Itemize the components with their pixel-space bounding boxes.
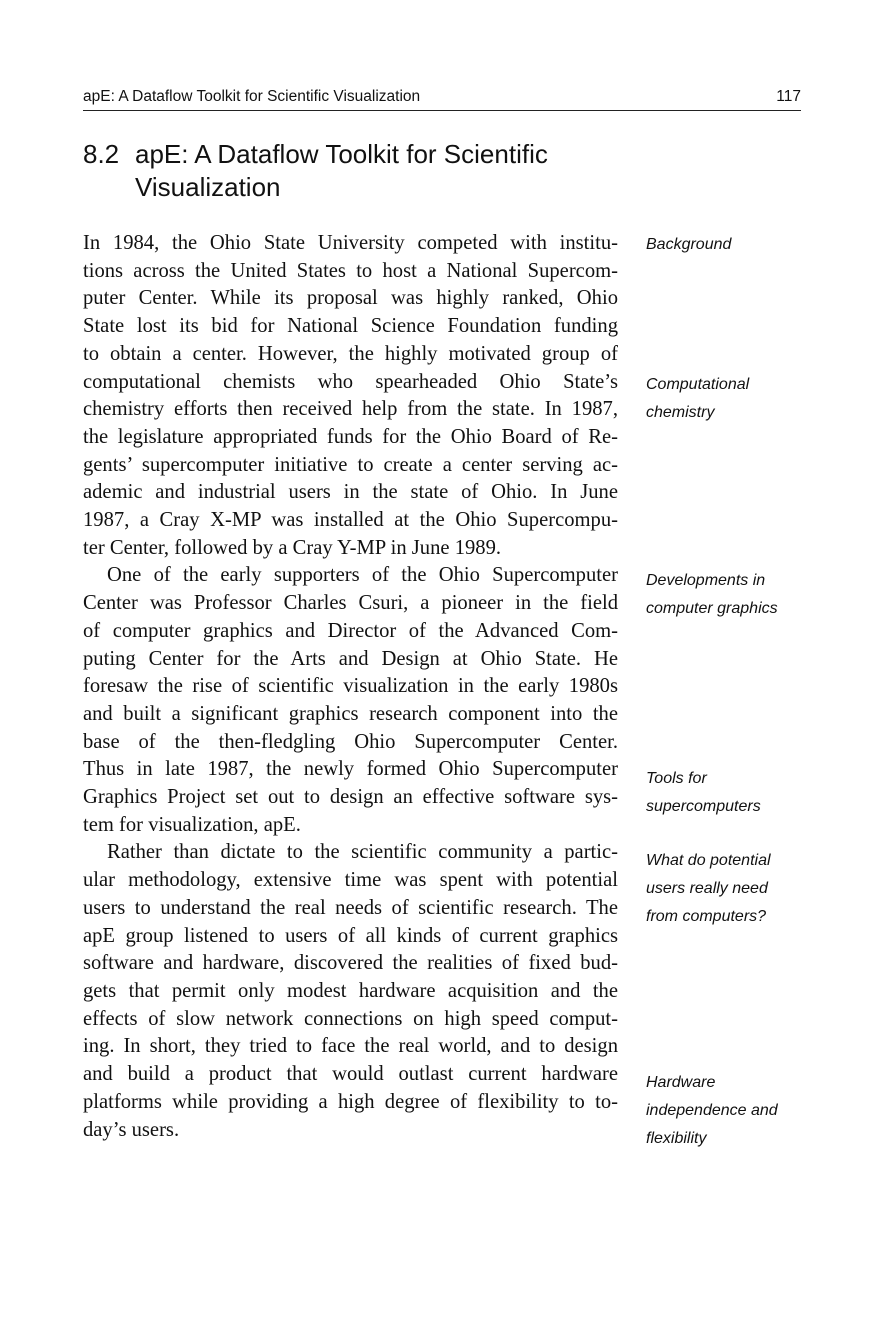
body-line: and build a product that would outlast current hardware [83,1063,618,1086]
margin-note-background [646,231,816,259]
body-line: foresaw the rise of scientific visualization in the early 1980s [83,675,618,698]
margin-note-line: supercomputers [646,798,761,815]
margin-note-line: chemistry [646,404,715,421]
body-line: to obtain a center. However, the highly motivated group of [83,342,618,365]
section-title-line-1: apE: A Dataflow Toolkit for Scientific [135,139,548,169]
body-line: tions across the United States to host a National Supercom- [83,259,618,282]
body-line: State lost its bid for National Science Foundation funding [83,315,618,338]
body-line: puting Center for the Arts and Design at Ohio State. He [83,647,618,670]
body-line: computational chemists who spearheaded Ohio State’s [83,370,618,393]
body-line: Graphics Project set out to design an effective software sys- [83,786,618,809]
body-line: effects of slow network connections on high speed comput- [83,1007,618,1030]
body-line: chemistry efforts then received help from the state. In 1987, [83,398,618,421]
margin-note-line: Background [646,236,732,253]
body-line: platforms while providing a high degree of flexibility to to- [83,1090,618,1113]
body-line: and built a significant graphics research component into the [83,702,618,725]
margin-note-line: flexibility [646,1130,707,1147]
body-line: Rather than dictate to the scientific community a partic- [107,841,618,864]
body-line: ter Center, followed by a Cray Y-MP in June 1989. [83,536,502,559]
body-line: Center was Professor Charles Csuri, a pioneer in the field [83,592,618,615]
margin-note-computational-chemistry [646,371,816,427]
body-line: ademic and industrial users in the state of Ohio. In June [83,481,618,504]
body-line: puter Center. While its proposal was highly ranked, Ohio [83,287,618,310]
body-line: day’s users. [83,1118,180,1141]
section-number: 8.2 [83,139,120,169]
body-text [83,230,618,1144]
body-line: gents’ supercomputer initiative to create a center serving ac- [83,453,618,476]
body-line: apE group listened to users of all kinds of current graphics [83,924,618,947]
margin-note-developments-in-computer-graphics [646,567,816,623]
body-line: base of the then-fledgling Ohio Supercomputer Center. [83,730,618,753]
section-title-line-2: Visualization [135,172,281,202]
margin-note-line: independence and [646,1102,778,1119]
body-line: of computer graphics and Director of the Advanced Com- [83,619,618,642]
body-line: gets that permit only modest hardware acquisition and the [83,979,618,1002]
margin-note-what-do-users-need [646,847,816,931]
margin-note-line: What do potential [646,852,771,869]
section-heading [83,138,643,204]
margin-note-line: computer graphics [646,600,778,617]
body-line: Thus in late 1987, the newly formed Ohio Supercomputer [83,758,618,781]
margin-note-line: Developments in [646,572,766,589]
body-line: users to understand the real needs of scientific research. The [83,896,618,919]
margin-note-line: users really need [646,880,768,897]
body-line: ing. In short, they tried to face the real world, and to design [83,1035,618,1058]
body-line: the legislature appropriated funds for the Ohio Board of Re- [83,425,618,448]
running-head [83,86,801,111]
body-line: tem for visualization, apE. [83,813,301,836]
margin-note-hardware-independence [646,1069,816,1153]
running-title: apE: A Dataflow Toolkit for Scientific Visualization [83,88,421,105]
body-line: ular methodology, extensive time was spent with potential [83,869,618,892]
margin-note-line: Tools for [646,770,707,787]
body-line: 1987, a Cray X-MP was installed at the Ohio Supercompu- [83,509,618,532]
margin-note-tools-for-supercomputers [646,765,816,821]
margin-note-line: from computers? [646,908,767,925]
page-number: 117 [776,88,801,105]
margin-note-line: Computational [646,376,750,393]
body-line: software and hardware, discovered the realities of fixed bud- [83,952,618,975]
margin-note-line: Hardware [646,1074,716,1091]
body-line: In 1984, the Ohio State University competed with institu- [83,232,618,254]
body-line: One of the early supporters of the Ohio Supercomputer [107,564,618,587]
